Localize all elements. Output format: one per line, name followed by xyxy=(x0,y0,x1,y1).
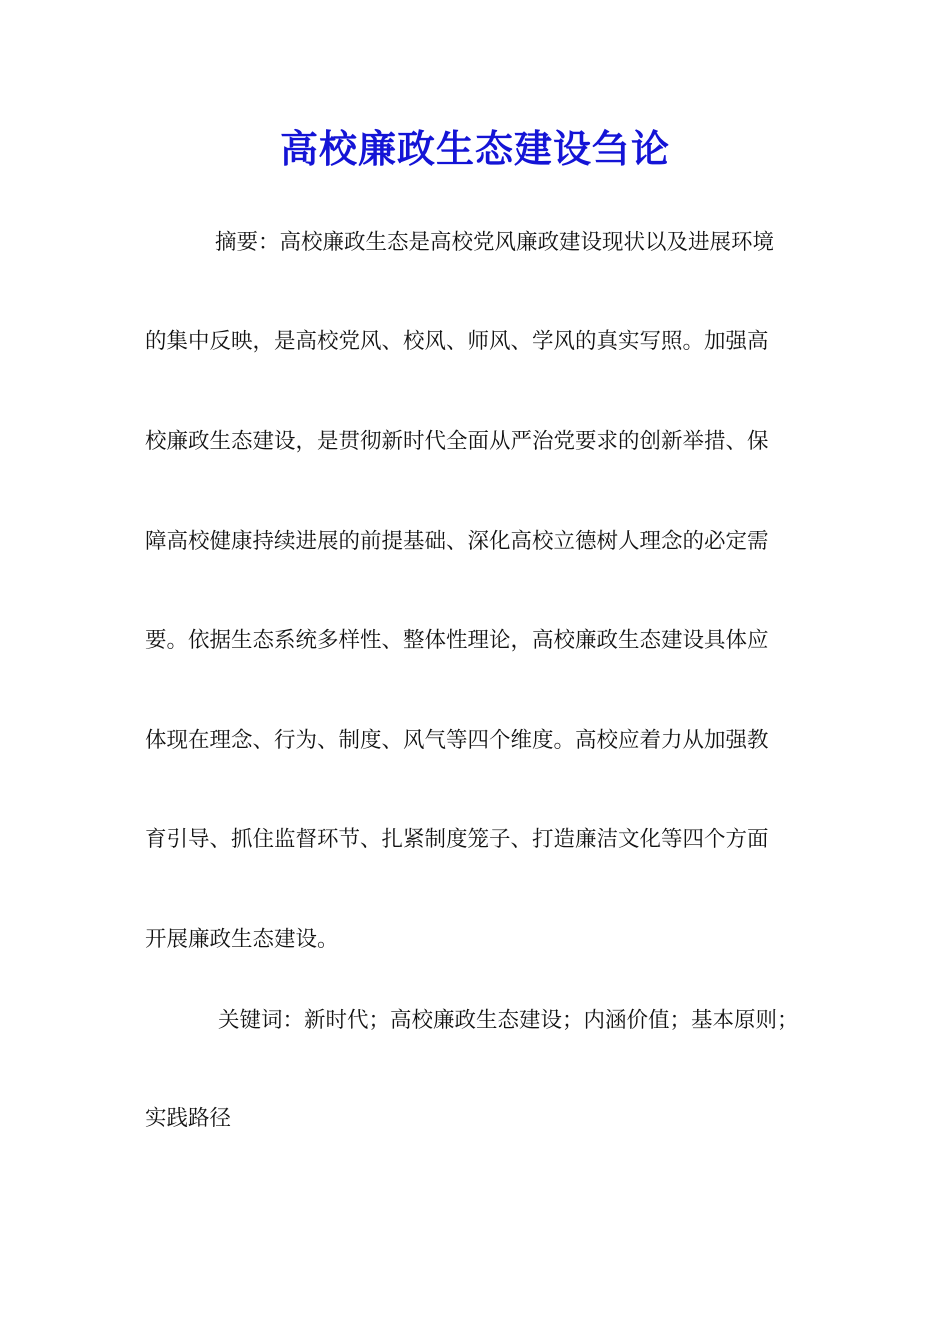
document-title: 高校廉政生态建设刍论 xyxy=(279,126,670,171)
abstract-line-1: 摘要：高校廉政生态是高校党风廉政建设现状以及进展环境 xyxy=(215,230,775,255)
abstract-line-4: 障高校健康持续进展的前提基础、深化高校立德树人理念的必定需 xyxy=(145,529,769,554)
abstract-line-7: 育引导、抓住监督环节、扎紧制度笼子、打造廉洁文化等四个方面 xyxy=(145,827,769,852)
keywords-line-2: 实践路径 xyxy=(145,1106,232,1131)
keywords-line-1: 关键词：新时代；高校廉政生态建设；内涵价值；基本原则； xyxy=(218,1008,799,1033)
abstract-line-8: 开展廉政生态建设。 xyxy=(145,927,339,952)
abstract-line-2: 的集中反映，是高校党风、校风、师风、学风的真实写照。加强高 xyxy=(145,329,769,354)
abstract-line-6: 体现在理念、行为、制度、风气等四个维度。高校应着力从加强教 xyxy=(145,728,769,753)
abstract-line-5: 要。依据生态系统多样性、整体性理论，高校廉政生态建设具体应 xyxy=(145,628,769,653)
abstract-line-3: 校廉政生态建设，是贯彻新时代全面从严治党要求的创新举措、保 xyxy=(145,429,769,454)
